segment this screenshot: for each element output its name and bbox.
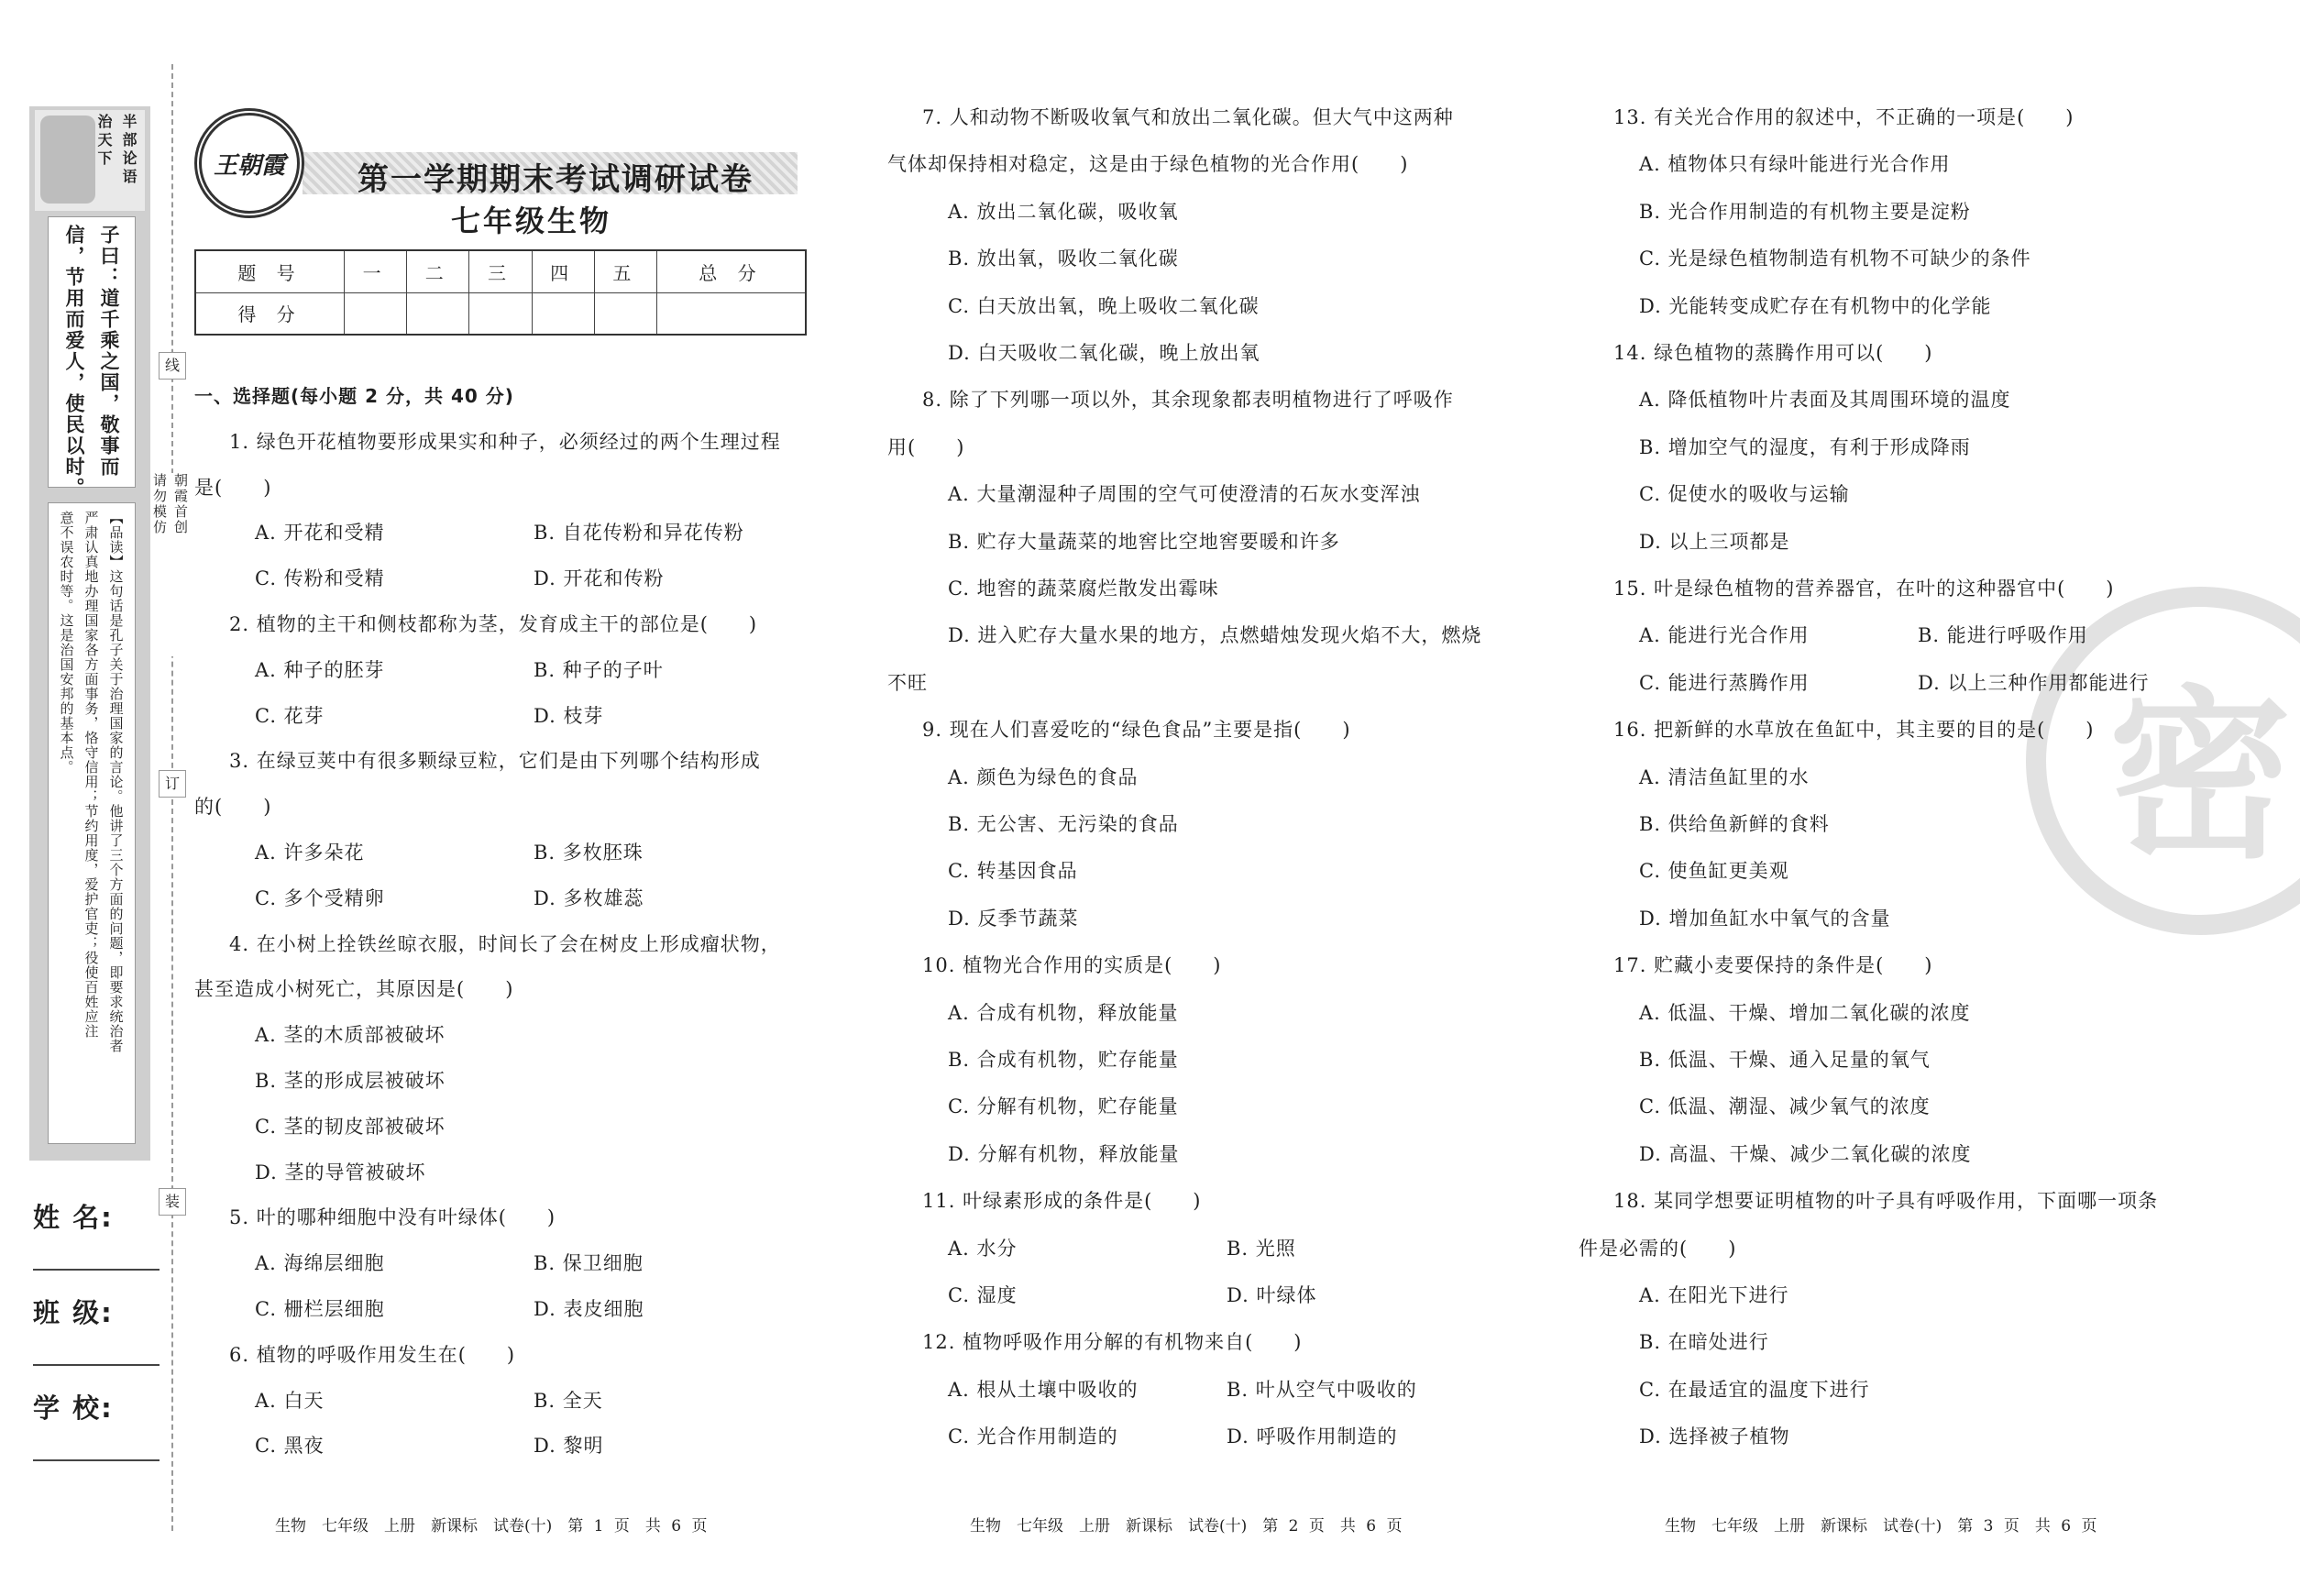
question-line: B. 合成有机物，贮存能量: [948, 1049, 1179, 1071]
question-line: A. 海绵层细胞: [255, 1252, 385, 1275]
comment-col-2: 严肃认真地办理国家各方面事务，恪守信用；节约用度，爱护官吏；役使百姓应注: [83, 511, 100, 1039]
score-cell: 五: [594, 250, 656, 292]
question-line: 甚至造成小树死亡，其原因是( ): [194, 978, 514, 1001]
question-line: D. 光能转变成贮存在有机物中的化学能: [1639, 294, 1992, 317]
name-line: [33, 1269, 160, 1271]
question-option: B. 自花传粉和异花传粉: [534, 522, 744, 545]
binding-mark-ding: 订: [159, 770, 186, 798]
exam-title: 第一学期期末考试调研试卷: [358, 161, 754, 198]
score-entry-cell: [656, 292, 806, 335]
question-line: D. 增加鱼缸水中氧气的含量: [1639, 907, 1891, 930]
question-option: B. 叶从空气中吸收的: [1227, 1378, 1417, 1401]
question-line: A. 清洁鱼缸里的水: [1639, 765, 1810, 788]
question-line: 11. 叶绿素形成的条件是( ): [922, 1190, 1202, 1213]
question-line: C. 转基因食品: [948, 860, 1078, 883]
question-line: 的( ): [194, 796, 272, 819]
question-line: A. 在阳光下进行: [1639, 1284, 1789, 1306]
question-line: D. 选择被子植物: [1639, 1425, 1790, 1448]
question-line: A. 白天: [255, 1389, 325, 1412]
motto-col-1: 半部论语: [120, 114, 138, 187]
binding-mark-xian: 线: [159, 352, 186, 380]
score-table: [194, 249, 807, 336]
question-option: B. 光照: [1227, 1237, 1296, 1260]
binding-note: [150, 473, 191, 656]
score-cell: 题 号: [195, 250, 344, 292]
score-cell: 二: [407, 250, 469, 292]
page-footer-3: 生物 七年级 上册 新课标 试卷(十) 第 3 页 共 6 页: [1665, 1517, 2097, 1535]
score-entry-cell: [594, 292, 656, 335]
question-line: C. 分解有机物，贮存能量: [948, 1095, 1179, 1118]
question-line: 2. 植物的主干和侧枝都称为茎，发育成主干的部位是( ): [229, 613, 758, 635]
question-line: A. 许多朵花: [255, 842, 365, 864]
score-entry-cell: [532, 292, 594, 335]
page-footer-1: 生物 七年级 上册 新课标 试卷(十) 第 1 页 共 6 页: [275, 1517, 708, 1535]
question-line: D. 茎的导管被破坏: [255, 1161, 426, 1183]
question-line: D. 以上三项都是: [1639, 530, 1790, 553]
motto-col-2: 治天下: [95, 114, 113, 169]
question-option: B. 能进行呼吸作用: [1918, 624, 2088, 647]
question-line: 8. 除了下列哪一项以外，其余现象都表明植物进行了呼吸作: [922, 389, 1454, 412]
question-line: C. 栅栏层细胞: [255, 1298, 385, 1320]
question-line: 9. 现在人们喜爱吃的“绿色食品”主要是指( ): [922, 719, 1351, 742]
question-line: A. 能进行光合作用: [1639, 624, 1810, 647]
quote-commentary: [48, 502, 136, 1144]
question-line: A. 植物体只有绿叶能进行光合作用: [1639, 153, 1951, 176]
question-line: B. 贮存大量蔬菜的地窖比空地窖要暖和许多: [948, 530, 1340, 553]
quote-col-2: 信，节用而爱人，使民以时。: [63, 225, 85, 499]
question-line: D. 分解有机物，释放能量: [948, 1142, 1180, 1165]
section-heading: 一、选择题(每小题 2 分，共 40 分): [194, 385, 514, 407]
score-table-score-row: [195, 292, 806, 335]
question-line: C. 湿度: [948, 1284, 1018, 1306]
question-line: D. 进入贮存大量水果的地方，点燃蜡烛发现火焰不大，燃烧: [948, 624, 1482, 647]
binding-note-col-2: 请勿模仿: [151, 473, 168, 535]
question-option: B. 种子的子叶: [534, 658, 664, 681]
binding-dashed-line: [171, 64, 173, 1531]
question-line: A. 种子的胚芽: [255, 658, 385, 681]
question-line: 气体却保持相对稳定，这是由于绿色植物的光合作用( ): [887, 153, 1409, 176]
score-cell: 四: [532, 250, 594, 292]
binding-mark-zhuang: 装: [159, 1188, 186, 1216]
question-line: C. 促使水的吸收与运输: [1639, 483, 1850, 506]
question-option: B. 保卫细胞: [534, 1252, 644, 1275]
question-option: D. 表皮细胞: [534, 1298, 644, 1320]
question-line: C. 使鱼缸更美观: [1639, 860, 1789, 883]
question-line: 是( ): [194, 476, 272, 499]
question-option: D. 以上三种作用都能进行: [1918, 671, 2150, 694]
sidebar-motto-panel: [35, 110, 145, 211]
question-line: B. 光合作用制造的有机物主要是淀粉: [1639, 200, 1971, 223]
question-line: A. 颜色为绿色的食品: [948, 765, 1139, 788]
stamp-text: 密: [2107, 669, 2292, 884]
question-line: B. 无公害、无污染的食品: [948, 813, 1179, 835]
question-line: A. 茎的木质部被破坏: [255, 1024, 446, 1047]
question-line: C. 在最适宜的温度下进行: [1639, 1378, 1870, 1401]
question-line: 3. 在绿豆荚中有很多颗绿豆粒，它们是由下列哪个结构形成: [229, 750, 761, 773]
question-line: 6. 植物的呼吸作用发生在( ): [229, 1343, 516, 1366]
question-line: C. 地窖的蔬菜腐烂散发出霉味: [948, 578, 1219, 600]
binding-note-col-1: 朝霞首创: [172, 473, 189, 535]
question-line: C. 白天放出氧，晚上吸收二氧化碳: [948, 294, 1260, 317]
score-cell: 得 分: [195, 292, 344, 335]
question-line: B. 增加空气的湿度，有利于形成降雨: [1639, 435, 1971, 458]
score-entry-cell: [469, 292, 532, 335]
question-line: A. 开花和受精: [255, 522, 385, 545]
class-line: [33, 1364, 160, 1366]
school-label: 学 校:: [33, 1392, 114, 1424]
question-line: A. 水分: [948, 1237, 1018, 1260]
question-line: B. 低温、干燥、通入足量的氧气: [1639, 1049, 1931, 1071]
confucius-quote: [48, 216, 136, 499]
page-footer-2: 生物 七年级 上册 新课标 试卷(十) 第 2 页 共 6 页: [970, 1517, 1403, 1535]
score-cell: 一: [344, 250, 406, 292]
question-line: A. 低温、干燥、增加二氧化碳的浓度: [1639, 1001, 1971, 1024]
question-line: 4. 在小树上拴铁丝晾衣服，时间长了会在树皮上形成瘤状物，: [229, 932, 781, 955]
question-line: 5. 叶的哪种细胞中没有叶绿体( ): [229, 1206, 556, 1229]
question-line: B. 在暗处进行: [1639, 1331, 1769, 1354]
question-line: D. 白天吸收二氧化碳，晚上放出氧: [948, 342, 1260, 364]
question-line: A. 合成有机物，释放能量: [948, 1001, 1179, 1024]
question-line: 14. 绿色植物的蒸腾作用可以( ): [1613, 342, 1933, 364]
question-line: 16. 把新鲜的水草放在鱼缸中，其主要的目的是( ): [1613, 719, 2095, 742]
question-line: C. 光是绿色植物制造有机物不可缺少的条件: [1639, 248, 2031, 270]
question-option: D. 叶绿体: [1227, 1284, 1317, 1306]
question-line: 不旺: [887, 671, 928, 694]
exam-subtitle: 七年级生物: [451, 204, 612, 238]
question-line: B. 放出氧，吸收二氧化碳: [948, 248, 1179, 270]
score-entry-cell: [407, 292, 469, 335]
quote-col-1: 子曰：道千乘之国，敬事而: [98, 225, 120, 478]
question-option: B. 全天: [534, 1389, 603, 1412]
question-line: 7. 人和动物不断吸收氧气和放出二氧化碳。但大气中这两种: [922, 106, 1454, 128]
class-label: 班 级:: [33, 1297, 114, 1328]
question-line: C. 传粉和受精: [255, 567, 385, 590]
score-cell: 总 分: [656, 250, 806, 292]
question-line: 18. 某同学想要证明植物的叶子具有呼吸作用，下面哪一项条: [1613, 1190, 2159, 1213]
question-line: 15. 叶是绿色植物的营养器官，在叶的这种器官中( ): [1613, 578, 2115, 600]
question-line: C. 花芽: [255, 704, 325, 727]
question-line: B. 供给鱼新鲜的食料: [1639, 813, 1830, 835]
question-line: A. 降低植物叶片表面及其周围环境的温度: [1639, 389, 2011, 412]
logo-text: 王朝霞: [213, 151, 285, 180]
comment-col-1: 【品读】这句话是孔子关于治理国家的言论。他讲了三个方面的问题，即要求统治者: [107, 511, 125, 1053]
question-line: C. 低温、潮湿、减少氧气的浓度: [1639, 1095, 1931, 1118]
publisher-logo: [194, 108, 304, 218]
question-line: 10. 植物光合作用的实质是( ): [922, 954, 1222, 977]
question-option: D. 枝芽: [534, 704, 604, 727]
question-line: 12. 植物呼吸作用分解的有机物来自( ): [922, 1331, 1303, 1354]
question-line: 17. 贮藏小麦要保持的条件是( ): [1613, 954, 1933, 977]
question-line: C. 多个受精卵: [255, 886, 385, 909]
question-option: B. 多枚胚珠: [534, 842, 644, 864]
question-option: D. 多枚雄蕊: [534, 886, 644, 909]
question-line: 13. 有关光合作用的叙述中，不正确的一项是( ): [1613, 106, 2074, 128]
confucius-illustration: [40, 116, 95, 204]
question-line: A. 大量潮湿种子周围的空气可使澄清的石灰水变浑浊: [948, 483, 1421, 506]
question-line: A. 根从土壤中吸收的: [948, 1378, 1139, 1401]
comment-col-3: 意不误农时等。这是治国安邦的基本点。: [58, 511, 75, 775]
question-line: D. 反季节蔬菜: [948, 907, 1079, 930]
score-entry-cell: [344, 292, 406, 335]
question-line: 用( ): [887, 435, 965, 458]
question-line: A. 放出二氧化碳，吸收氧: [948, 200, 1179, 223]
question-option: D. 开花和传粉: [534, 567, 665, 590]
question-line: C. 黑夜: [255, 1435, 325, 1458]
question-option: D. 黎明: [534, 1435, 604, 1458]
score-cell: 三: [469, 250, 532, 292]
question-line: 件是必需的( ): [1579, 1237, 1737, 1260]
school-line: [33, 1459, 160, 1461]
score-table-header-row: [195, 250, 806, 292]
question-line: B. 茎的形成层被破坏: [255, 1070, 446, 1092]
question-line: C. 能进行蒸腾作用: [1639, 671, 1810, 694]
question-line: C. 茎的韧皮部被破坏: [255, 1115, 446, 1138]
name-label: 姓 名:: [33, 1202, 114, 1233]
question-option: D. 呼吸作用制造的: [1227, 1425, 1398, 1448]
question-line: C. 光合作用制造的: [948, 1425, 1118, 1448]
question-line: D. 高温、干燥、减少二氧化碳的浓度: [1639, 1142, 1972, 1165]
question-line: 1. 绿色开花植物要形成果实和种子，必须经过的两个生理过程: [229, 430, 781, 453]
